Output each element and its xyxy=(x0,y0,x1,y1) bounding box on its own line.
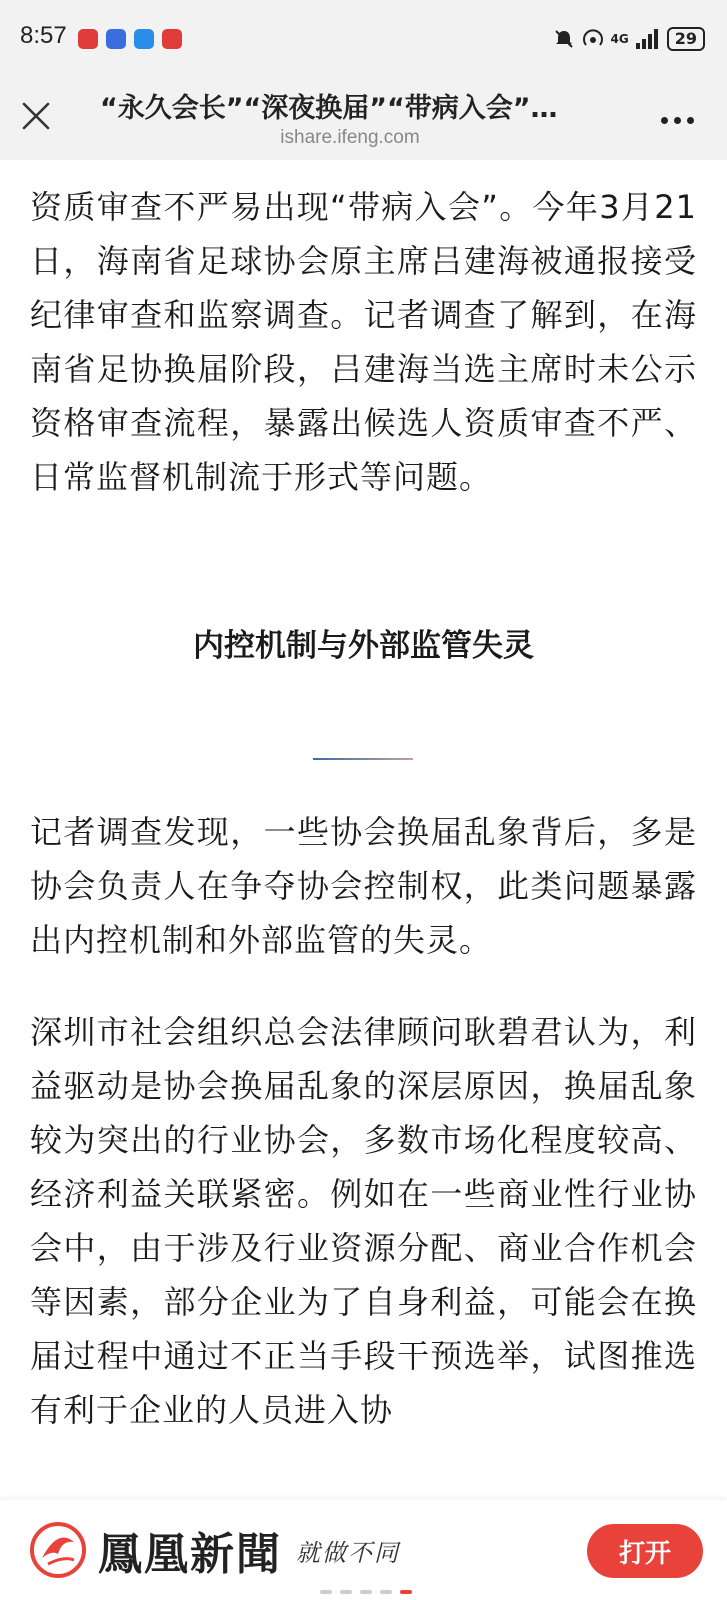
page-title: “永久会长”“深夜换届”“带病入会”… xyxy=(100,93,558,124)
network-type: 4G xyxy=(610,32,629,46)
section-heading: 内控机制与外部监管失灵 xyxy=(193,628,534,664)
status-time: 8:57 xyxy=(20,22,67,49)
logo-text: 鳳凰新聞 xyxy=(98,1529,282,1580)
notification-app-icon xyxy=(162,29,182,49)
notification-app-icon xyxy=(134,29,154,49)
notification-app-icon xyxy=(106,29,126,49)
close-icon[interactable] xyxy=(18,98,54,134)
open-app-button[interactable]: 打开 xyxy=(587,1524,703,1578)
phoenix-logo-icon xyxy=(28,1520,88,1580)
browser-nav-bar xyxy=(0,80,727,160)
ifeng-logo xyxy=(28,1518,400,1582)
status-bar xyxy=(0,0,727,80)
article-paragraph: 深圳市社会组织总会法律顾问耿碧君认为，利益驱动是协会换届乱象的深层原因，换届乱象较为突出的行业协会，多数市场化程度较高、经济利益关联紧密。例如在一些商业性行业协会中，由于涉及行业资源分配、商业合作机会等因素，部分企业为了自身利益，可能会在换届过程中通过不正当手段干预选举，试图推选有利于企业的人员进入协 xyxy=(30,1013,697,1429)
section-divider xyxy=(313,758,413,760)
page-domain: ishare.ifeng.com xyxy=(280,127,420,148)
more-options-icon[interactable] xyxy=(661,110,701,130)
status-indicators xyxy=(553,22,705,56)
hotspot-icon xyxy=(581,28,605,50)
slogan: 就做不同 xyxy=(296,1538,400,1567)
app-download-banner xyxy=(0,1500,727,1600)
mute-icon xyxy=(553,28,575,50)
article-paragraph: 资质审查不严易出现“带病入会”。今年3月21日，海南省足球协会原主席吕建海被通报接受纪律审查和监察调查。记者调查了解到，在海南省足协换届阶段，吕建海当选主席时未公示资格审查流程，暴露出候选人资质审查不严、日常监督机制流于形式等问题。 xyxy=(30,188,697,496)
article-paragraph: 记者调查发现，一些协会换届乱象背后，多是协会负责人在争夺协会控制权，此类问题暴露出内控机制和外部监管的失灵。 xyxy=(30,813,697,959)
notification-app-icon xyxy=(78,29,98,49)
carousel-dots xyxy=(320,1590,412,1594)
signal-icon xyxy=(635,28,661,50)
battery-icon: 29 xyxy=(667,27,705,51)
